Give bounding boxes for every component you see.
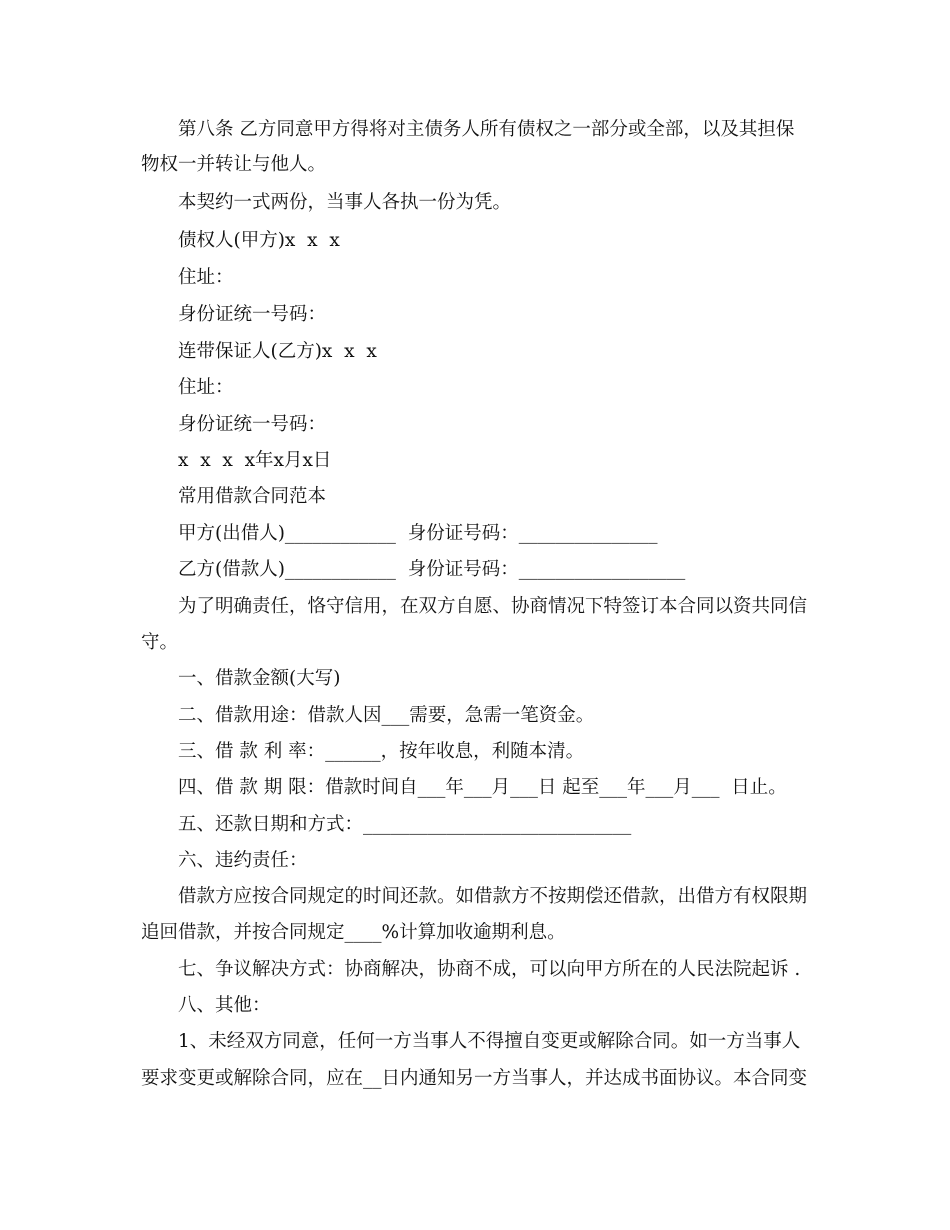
article-8-line-2: 物权一并转让与他人。 <box>141 154 327 175</box>
preamble-line-1: 为了明确责任，恪守信用，在双方自愿、协商情况下特签订本合同以资共同信 <box>178 596 808 617</box>
guarantor-id: 身份证统一号码： <box>178 414 327 435</box>
borrower-line: 乙方(借款人)____________ 身份证号码：__________________ <box>178 559 686 580</box>
lender-line: 甲方(出借人)____________ 身份证号码：_______________ <box>178 523 658 544</box>
clause-dispute: 七、争议解决方式：协商解决，协商不成，可以向甲方所在的人民法院起诉 . <box>178 959 801 980</box>
clause-term: 四、借 款 期 限：借款时间自___年___月___日 起至___年___月___ 日止。 <box>178 777 787 798</box>
article-8-line-1: 第八条 乙方同意甲方得将对主债务人所有债权之一部分或全部，以及其担保 <box>178 119 795 140</box>
clause-other: 八、其他： <box>178 995 271 1016</box>
liability-text-line-2: 追回借款，并按合同规定____%计算加收逾期利息。 <box>141 922 566 943</box>
guarantor-address: 住址： <box>178 377 234 398</box>
creditor-id: 身份证统一号码： <box>178 304 327 325</box>
clause-rate: 三、借 款 利 率：______，按年收息，利随本清。 <box>178 741 585 762</box>
preamble-line-2: 守。 <box>141 632 179 653</box>
guarantor-line: 连带保证人(乙方)x x x <box>178 341 377 362</box>
clause-amount: 一、借款金额(大写) <box>178 668 341 689</box>
clause-liability: 六、违约责任： <box>178 850 308 871</box>
other-text-line-2: 要求变更或解除合同，应在__日内通知另一方当事人，并达成书面协议。本合同变 <box>141 1068 808 1089</box>
liability-text-line-1: 借款方应按合同规定的时间还款。如借款方不按期偿还借款，出借方有权限期 <box>178 886 808 907</box>
date-line: x x x x年x月x日 <box>178 450 332 471</box>
creditor-address: 住址： <box>178 267 234 288</box>
copies-clause: 本契约一式两份，当事人各执一份为凭。 <box>178 192 512 213</box>
contract-title: 常用借款合同范本 <box>178 486 327 507</box>
clause-repayment: 五、还款日期和方式：_____________________________ <box>178 814 632 835</box>
other-text-line-1: 1、未经双方同意，任何一方当事人不得擅自变更或解除合同。如一方当事人 <box>178 1031 801 1052</box>
clause-purpose: 二、借款用途：借款人因___需要，急需一笔资金。 <box>178 705 595 726</box>
creditor-line: 债权人(甲方)x x x <box>178 230 340 251</box>
